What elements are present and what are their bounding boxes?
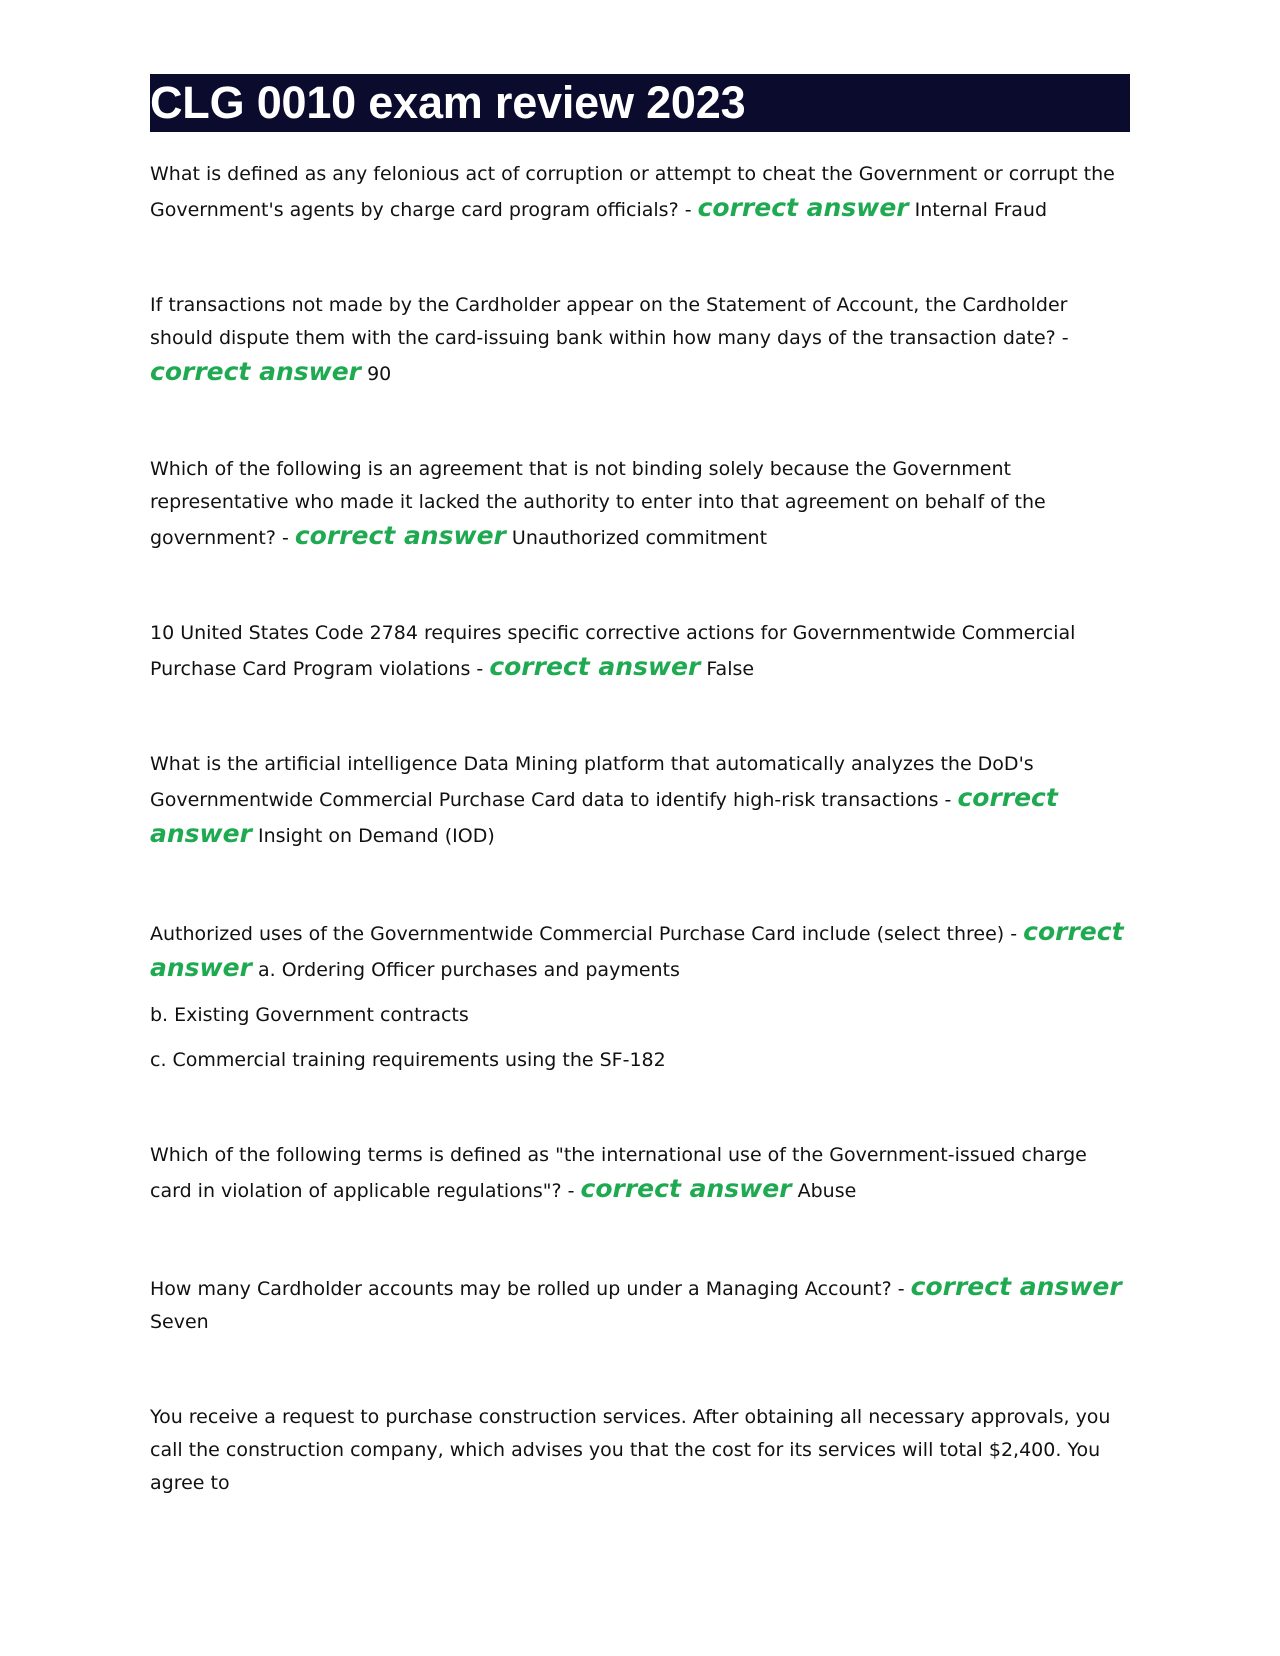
qa-item — [150, 617, 1130, 686]
answer-text: Abuse — [797, 1180, 857, 1202]
question-text: Which of the following is an agreement that is not binding solely because the Government representative who made it lacked the authority to enter into that agreement on behalf of the government? - — [150, 458, 1046, 549]
question-text: What is the artificial intelligence Data Mining platform that automatically analyzes the DoD's Governmentwide Commercial Purchase Card data to identify high-risk transactions - — [150, 753, 1034, 811]
qa-item — [150, 453, 1130, 555]
answer-text: Insight on Demand (IOD) — [257, 825, 495, 847]
correct-answer-marker: correct answer — [580, 1174, 792, 1203]
qa-item — [150, 915, 1130, 1077]
qa-item — [150, 289, 1130, 391]
answer-text: Seven — [150, 1311, 209, 1333]
question-text: What is defined as any felonious act of corruption or attempt to cheat the Government or corrupt the Government's agents by charge card program officials? - — [150, 163, 1115, 221]
document-page — [150, 74, 1130, 1500]
qa-item — [150, 1139, 1130, 1208]
question-text: Which of the following terms is defined as "the international use of the Government-issued charge card in violation of applicable regulations"? - — [150, 1144, 1087, 1202]
correct-answer-marker: correct answer — [697, 193, 909, 222]
answer-text: Unauthorized commitment — [511, 527, 768, 549]
question-text: If transactions not made by the Cardholder appear on the Statement of Account, the Cardholder should dispute them with the card-issuing bank within how many days of the transaction date? - — [150, 294, 1069, 349]
question-text: Authorized uses of the Governmentwide Commercial Purchase Card include (select three) - — [150, 923, 1024, 945]
correct-answer-marker: correct answer — [910, 1272, 1122, 1301]
answer-text: False — [706, 658, 755, 680]
answer-text: 90 — [367, 363, 392, 385]
answer-continuation: c. Commercial training requirements using the SF-182 — [150, 1049, 666, 1071]
document-title: CLG 0010 exam review 2023 — [150, 77, 746, 128]
qa-item — [150, 1401, 1130, 1500]
qa-item — [150, 158, 1130, 227]
title-bar — [150, 74, 1130, 132]
answer-continuation: b. Existing Government contracts — [150, 1004, 469, 1026]
correct-answer-marker: correct answer — [294, 521, 506, 550]
correct-answer-marker: correct answer — [489, 652, 701, 681]
qa-item — [150, 1270, 1130, 1339]
question-text: You receive a request to purchase construction services. After obtaining all necessary approvals, you call the construction company, which advises you that the cost for its services will total $2,400. You agree to — [150, 1406, 1111, 1494]
answer-text: a. Ordering Officer purchases and payments — [257, 959, 680, 981]
answer-text: Internal Fraud — [914, 199, 1048, 221]
question-text: 10 United States Code 2784 requires specific corrective actions for Governmentwide Commercial Purchase Card Program violations - — [150, 622, 1076, 680]
correct-answer-marker: correct answer — [150, 783, 1058, 848]
correct-answer-marker: correct answer — [150, 917, 1124, 982]
qa-list — [150, 158, 1130, 1500]
question-text: How many Cardholder accounts may be rolled up under a Managing Account? - — [150, 1278, 911, 1300]
qa-item — [150, 748, 1130, 853]
correct-answer-marker: correct answer — [150, 357, 362, 386]
